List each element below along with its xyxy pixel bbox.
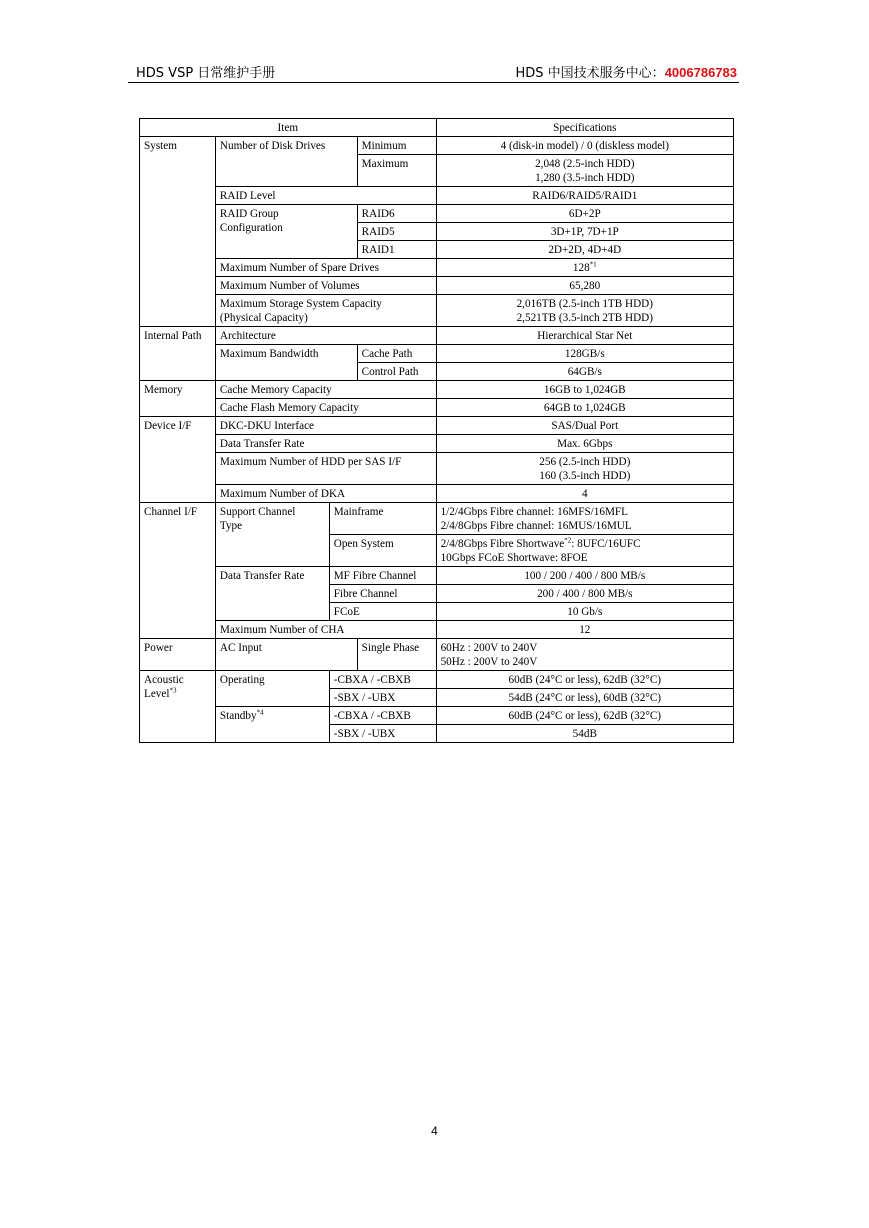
value-text: 2/4/8Gbps Fibre Shortwave [440,538,565,550]
row-value: Hierarchical Star Net [436,327,733,345]
label-line: Level [144,688,170,700]
value-line: 2,016TB (2.5-inch 1TB HDD) [516,298,653,310]
table-row [140,187,734,205]
row-value: SAS/Dual Port [436,417,733,435]
page-number: 4 [431,1124,438,1138]
value-text: : 8UFC/16UFC [571,538,641,550]
row-label: Maximum Number of DKA [215,485,436,503]
row-value: 64GB to 1,024GB [436,399,733,417]
row-value [436,259,733,277]
label-line: Maximum Storage System Capacity [219,298,382,310]
row-sublabel: -CBXA / -CBXB [329,707,436,725]
label-line: Type [219,520,243,532]
row-sublabel: Open System [329,535,436,567]
row-value: 60dB (24°C or less), 62dB (32°C) [436,707,733,725]
header-specifications: Specifications [436,119,733,137]
row-value: 64GB/s [436,363,733,381]
section-power: Power [140,639,216,671]
table-row [140,503,734,535]
label-line: Acoustic [144,674,184,686]
table-row [140,707,734,725]
row-value: 2D+2D, 4D+4D [436,241,733,259]
row-label [215,205,357,259]
table-row [140,259,734,277]
row-label [215,295,436,327]
row-value: 100 / 200 / 400 / 800 MB/s [436,567,733,585]
header-contact [516,62,737,81]
value-line: 50Hz : 200V to 240V [440,656,538,668]
row-sublabel: Fibre Channel [329,585,436,603]
row-label [215,503,329,567]
value-line: 2,521TB (3.5-inch 2TB HDD) [516,312,653,324]
table-row [140,567,734,585]
row-label: RAID Level [215,187,436,205]
row-label: Cache Flash Memory Capacity [215,399,436,417]
row-label: Maximum Number of Volumes [215,277,436,295]
row-value: 60dB (24°C or less), 62dB (32°C) [436,671,733,689]
row-value: 128GB/s [436,345,733,363]
row-label: Operating [215,671,329,707]
row-value [436,155,733,187]
value-line: 2,048 (2.5-inch HDD) [535,158,635,170]
row-label: Maximum Bandwidth [215,345,357,381]
row-sublabel: Maximum [357,155,436,187]
table-row [140,671,734,689]
row-label: Architecture [215,327,436,345]
row-sublabel: Minimum [357,137,436,155]
row-sublabel: Single Phase [357,639,436,671]
table-row [140,453,734,485]
row-value: 6D+2P [436,205,733,223]
table-row [140,205,734,223]
row-value [436,453,733,485]
page-header [128,62,739,83]
row-label: Maximum Number of CHA [215,621,436,639]
row-label: AC Input [215,639,357,671]
row-sublabel: FCoE [329,603,436,621]
row-label: Data Transfer Rate [215,435,436,453]
value-line: 60Hz : 200V to 240V [440,642,538,654]
label-text: Standby [219,710,257,722]
row-value: 3D+1P, 7D+1P [436,223,733,241]
table-row [140,417,734,435]
table-row [140,381,734,399]
header-phone: 4006786783 [664,65,737,80]
header-title: HDS VSP 日常维护手册 [136,66,276,81]
section-acoustic [140,671,216,743]
table-row [140,137,734,155]
row-value [436,295,733,327]
table-row [140,277,734,295]
section-device-if: Device I/F [140,417,216,503]
table-row [140,327,734,345]
value-line: 2/4/8Gbps Fibre channel: 16MUS/16MUL [440,520,632,532]
row-value: 4 [436,485,733,503]
table-row [140,295,734,327]
header-contact-label: HDS 中国技术服务中心： [515,66,665,81]
row-sublabel: Control Path [357,363,436,381]
table-row [140,345,734,363]
table-row [140,399,734,417]
row-label: DKC-DKU Interface [215,417,436,435]
header-item: Item [140,119,437,137]
row-value [436,535,733,567]
row-sublabel: MF Fibre Channel [329,567,436,585]
row-label [215,707,329,743]
row-label: Data Transfer Rate [215,567,329,621]
footnote-mark: *3 [169,686,177,695]
value-line: 10Gbps FCoE Shortwave: 8FOE [440,552,588,564]
row-value: RAID6/RAID5/RAID1 [436,187,733,205]
footnote-mark: *4 [256,708,264,717]
row-sublabel: -SBX / -UBX [329,725,436,743]
row-value [436,503,733,535]
row-sublabel: Mainframe [329,503,436,535]
value-line: 1/2/4Gbps Fibre channel: 16MFS/16MFL [440,506,628,518]
label-line: Support Channel [219,506,296,518]
value-line: 1,280 (3.5-inch HDD) [535,172,635,184]
row-value: 200 / 400 / 800 MB/s [436,585,733,603]
section-system: System [140,137,216,327]
row-sublabel: -SBX / -UBX [329,689,436,707]
table-row [140,639,734,671]
row-value: 54dB [436,725,733,743]
row-sublabel: RAID5 [357,223,436,241]
row-value: 54dB (24°C or less), 60dB (32°C) [436,689,733,707]
footnote-mark: *1 [589,260,597,269]
row-sublabel: RAID1 [357,241,436,259]
section-internal-path: Internal Path [140,327,216,381]
table-row [140,621,734,639]
row-value: 4 (disk-in model) / 0 (diskless model) [436,137,733,155]
label-line: (Physical Capacity) [219,312,308,324]
footnote-mark: *2 [564,536,572,545]
table-row [140,485,734,503]
specifications-table [139,118,734,743]
row-value: 16GB to 1,024GB [436,381,733,399]
table-row [140,435,734,453]
row-sublabel: -CBXA / -CBXB [329,671,436,689]
section-memory: Memory [140,381,216,417]
value-line: 256 (2.5-inch HDD) [539,456,631,468]
row-value [436,639,733,671]
row-value: 10 Gb/s [436,603,733,621]
value-text: 128 [572,262,590,274]
row-value: 65,280 [436,277,733,295]
row-value: Max. 6Gbps [436,435,733,453]
row-value: 12 [436,621,733,639]
row-label: Number of Disk Drives [215,137,357,187]
section-channel-if: Channel I/F [140,503,216,639]
table-header-row [140,119,734,137]
value-line: 160 (3.5-inch HDD) [539,470,631,482]
row-sublabel: Cache Path [357,345,436,363]
row-label: Maximum Number of HDD per SAS I/F [215,453,436,485]
label-line: Configuration [219,222,283,234]
row-sublabel: RAID6 [357,205,436,223]
label-line: RAID Group [219,208,279,220]
row-label: Cache Memory Capacity [215,381,436,399]
row-label: Maximum Number of Spare Drives [215,259,436,277]
